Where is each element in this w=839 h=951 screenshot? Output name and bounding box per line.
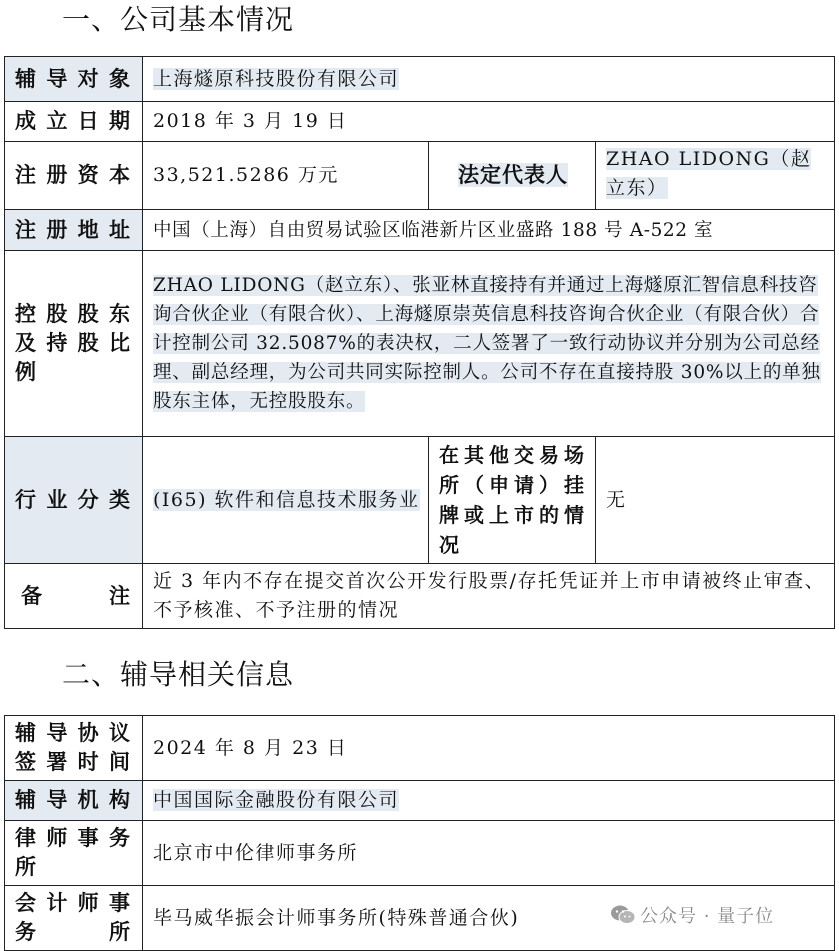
- value-accounting-firm: 毕马威华振会计师事务所(特殊普通合伙): [143, 886, 835, 951]
- value-institution: 中国国际金融股份有限公司: [143, 781, 835, 821]
- row-institution: [5, 781, 835, 821]
- value-remarks: 近 3 年内不存在提交首次公开发行股票/存托凭证并上市申请被终止审查、不予核准、不予注册的情况: [143, 564, 835, 629]
- value-law-firm: 北京市中伦律师事务所: [143, 821, 835, 886]
- label-legal-rep: 法定代表人: [429, 142, 596, 210]
- row-controller: [5, 251, 835, 437]
- value-controller: ZHAO LIDONG（赵立东）、张亚林直接持有并通过上海燧原汇智信息科技咨询合伙企业（有限合伙）、上海燧原崇英信息科技咨询合伙企业（有限合伙）合计控制公司 32.5087%的表决权，二人签署了一致行动协议并分别为公司总经理、副总经理，为公司共同实际控制人。公司不存在直接持股 30%以上的单独股东主体，无控股股东。: [143, 251, 835, 437]
- row-target: [5, 57, 835, 102]
- section2-heading: 二、辅导相关信息: [62, 658, 295, 691]
- wechat-icon: [610, 904, 636, 926]
- value-legal-rep: ZHAO LIDONG（赵立东）: [596, 142, 835, 210]
- section1-heading: 一、公司基本情况: [62, 3, 295, 36]
- value-target: 上海燧原科技股份有限公司: [143, 57, 835, 102]
- value-address: 中国（上海）自由贸易试验区临港新片区业盛路 188 号 A-522 室: [143, 210, 835, 251]
- row-established: [5, 102, 835, 142]
- label-address: 注册地址: [5, 210, 143, 251]
- watermark: [610, 902, 774, 928]
- company-info-table: [4, 56, 835, 629]
- row-industry: [5, 437, 835, 564]
- label-law-firm: 律师事务所: [5, 821, 143, 886]
- label-listing: 在其他交易场所（申请）挂牌或上市的情况: [429, 437, 596, 564]
- label-accounting-firm: 会计师事务所: [5, 886, 143, 951]
- watermark-text: 公众号 · 量子位: [640, 906, 775, 927]
- value-industry: (I65) 软件和信息技术服务业: [143, 437, 429, 564]
- label-institution: 辅导机构: [5, 781, 143, 821]
- value-capital: 33,521.5286 万元: [143, 142, 429, 210]
- label-controller: 控股股东及持股比例: [5, 251, 143, 437]
- row-address: [5, 210, 835, 251]
- label-remarks: 备注: [5, 564, 143, 629]
- label-target: 辅导对象: [5, 57, 143, 102]
- value-agreement: 2024 年 8 月 23 日: [143, 716, 835, 781]
- label-agreement: 辅导协议签署时间: [5, 716, 143, 781]
- value-established: 2018 年 3 月 19 日: [143, 102, 835, 142]
- row-remarks: [5, 564, 835, 629]
- label-capital: 注册资本: [5, 142, 143, 210]
- row-agreement: [5, 716, 835, 781]
- value-listing: 无: [596, 437, 835, 564]
- row-law-firm: [5, 821, 835, 886]
- row-capital: [5, 142, 835, 210]
- label-established: 成立日期: [5, 102, 143, 142]
- label-industry: 行业分类: [5, 437, 143, 564]
